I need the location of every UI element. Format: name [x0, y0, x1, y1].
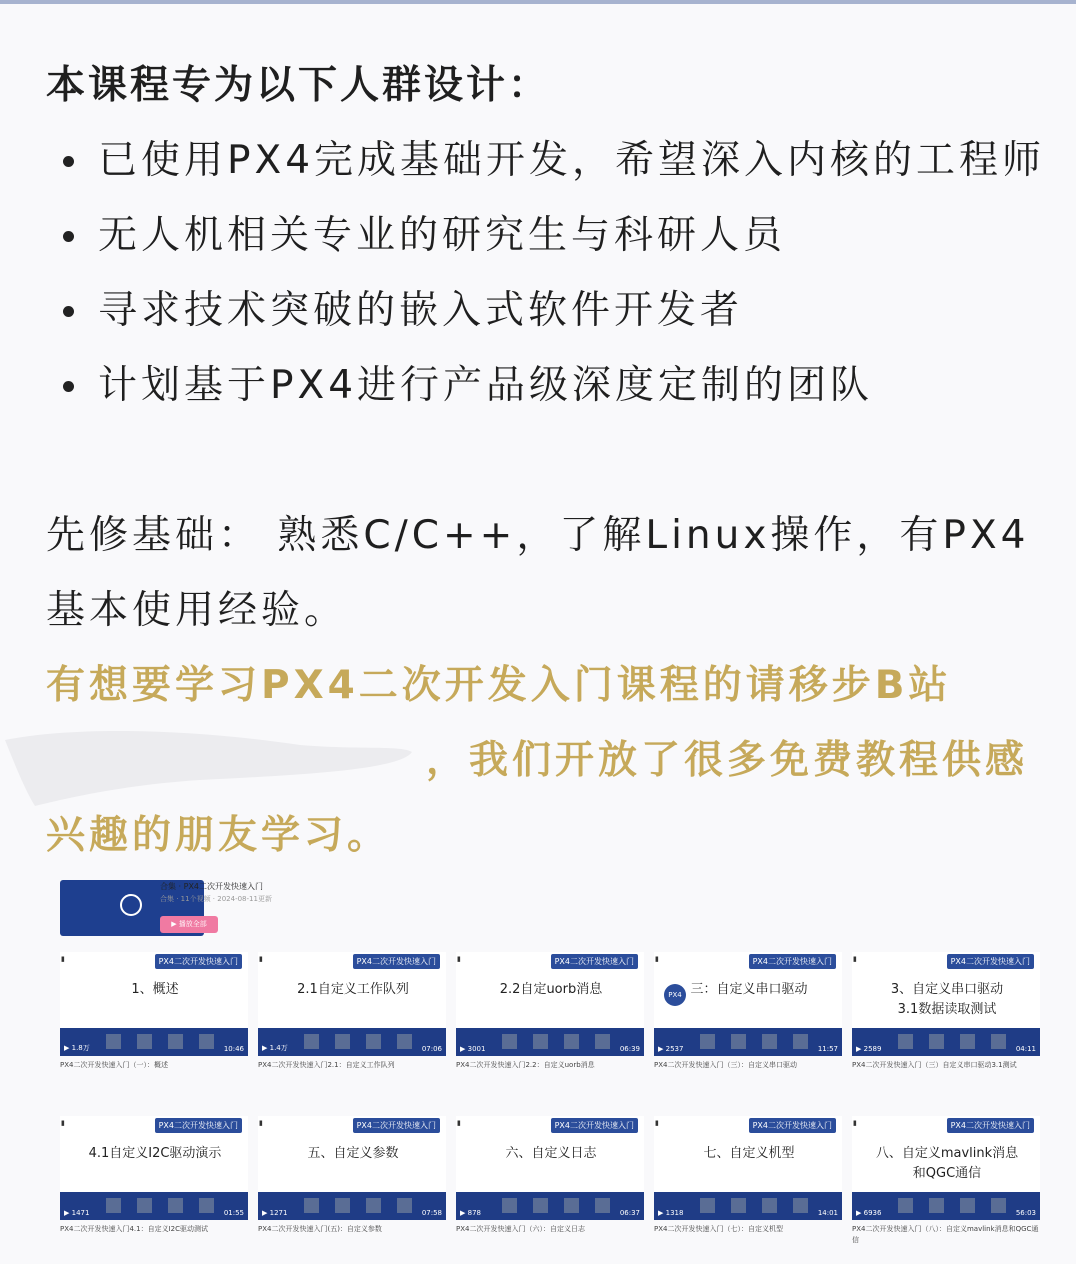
- qr-icon: [366, 1034, 381, 1049]
- video-card[interactable]: [852, 952, 1040, 1074]
- qr-icon: [731, 1034, 746, 1049]
- qr-icon: [564, 1198, 579, 1213]
- qr-icon: [595, 1034, 610, 1049]
- video-card[interactable]: [60, 952, 248, 1074]
- thumbnail-header: [258, 1116, 446, 1136]
- px4-logo-icon: PX4: [664, 984, 686, 1006]
- thumbnail-header: [456, 1116, 644, 1136]
- video-duration: 07:58: [421, 1209, 442, 1217]
- qr-icon: [762, 1034, 777, 1049]
- qr-icon: [793, 1034, 808, 1049]
- qr-icon: [397, 1198, 412, 1213]
- promo-line-3: 兴趣的朋友学习。: [46, 813, 391, 858]
- view-count-value: 1271: [269, 1209, 288, 1217]
- collection-meta: 合集 · 11个视频 · 2024-08-11更新: [160, 895, 272, 903]
- thumbnail-footer: [654, 1192, 842, 1220]
- qr-icon: [793, 1198, 808, 1213]
- video-thumbnail[interactable]: [60, 1116, 248, 1220]
- video-caption[interactable]: PX4二次开发快速入门2.1：自定义工作队列: [258, 1061, 395, 1069]
- brand-mark-icon: ▮: [853, 1119, 857, 1127]
- brand-mark-icon: ▮: [655, 955, 659, 963]
- qr-icon: [137, 1034, 152, 1049]
- video-thumbnail[interactable]: [456, 952, 644, 1056]
- qr-icon: [502, 1198, 517, 1213]
- qr-icon: [533, 1034, 548, 1049]
- video-card[interactable]: [654, 1116, 842, 1238]
- video-duration: 07:06: [421, 1045, 442, 1053]
- qr-chips: [898, 1198, 1022, 1217]
- series-tag: PX4二次开发快速入门: [947, 954, 1034, 969]
- video-caption[interactable]: PX4二次开发快速入门（八）：自定义mavlink消息和QGC通信: [852, 1225, 1039, 1244]
- qr-chips: [502, 1198, 626, 1217]
- video-duration: 06:39: [619, 1045, 640, 1053]
- view-count: ▶ 1471: [64, 1209, 90, 1217]
- qr-chips: [304, 1198, 428, 1217]
- qr-icon: [762, 1198, 777, 1213]
- qr-icon: [564, 1034, 579, 1049]
- video-collection-screenshot: [60, 880, 1050, 1264]
- thumbnail-header: [60, 952, 248, 972]
- thumbnail-header: [60, 1116, 248, 1136]
- view-count-value: 6936: [863, 1209, 882, 1217]
- video-duration: 56:03: [1015, 1209, 1036, 1217]
- video-caption[interactable]: PX4二次开发快速入门(五)：自定义参数: [258, 1225, 382, 1233]
- audience-list: [60, 123, 1050, 423]
- qr-icon: [397, 1034, 412, 1049]
- video-card[interactable]: [258, 952, 446, 1074]
- audience-item: 无人机相关专业的研究生与科研人员: [60, 198, 1050, 273]
- thumbnail-title: 3、自定义串口驱动 3.1数据读取测试: [890, 982, 1004, 1017]
- video-thumbnail[interactable]: [60, 952, 248, 1056]
- video-duration: 04:11: [1015, 1045, 1036, 1053]
- promo-line-1: 有想要学习PX4二次开发入门课程的请移步B站: [46, 663, 952, 708]
- thumbnail-header: [456, 952, 644, 972]
- view-count-value: 1318: [665, 1209, 684, 1217]
- qr-icon: [502, 1034, 517, 1049]
- view-count-value: 3001: [467, 1045, 486, 1053]
- video-card[interactable]: [456, 952, 644, 1074]
- qr-icon: [595, 1198, 610, 1213]
- video-card[interactable]: [852, 1116, 1040, 1244]
- qr-icon: [106, 1034, 121, 1049]
- view-count: ▶ 3001: [460, 1045, 486, 1053]
- video-thumbnail[interactable]: [258, 1116, 446, 1220]
- audience-item: 计划基于PX4进行产品级深度定制的团队: [60, 348, 1050, 423]
- qr-icon: [731, 1198, 746, 1213]
- thumbnail-header: [852, 1116, 1040, 1136]
- video-card[interactable]: [654, 952, 842, 1074]
- video-duration: 14:01: [817, 1209, 838, 1217]
- series-tag: PX4二次开发快速入门: [353, 954, 440, 969]
- thumbnail-title: 八、自定义mavlink消息 和QGC通信: [875, 1146, 1019, 1181]
- thumbnail-footer: [60, 1192, 248, 1220]
- qr-chips: [898, 1034, 1022, 1053]
- thumbnail-title: 三：自定义串口驱动: [690, 982, 808, 997]
- view-count: ▶ 2537: [658, 1045, 684, 1053]
- view-count: ▶ 6936: [856, 1209, 882, 1217]
- thumbnail-title: 六、自定义日志: [505, 1146, 597, 1161]
- brand-mark-icon: ▮: [853, 955, 857, 963]
- series-tag: PX4二次开发快速入门: [551, 1118, 638, 1133]
- video-card[interactable]: [258, 1116, 446, 1238]
- top-divider: [0, 0, 1076, 4]
- series-tag: PX4二次开发快速入门: [947, 1118, 1034, 1133]
- video-card[interactable]: [60, 1116, 248, 1238]
- thumbnail-header: [654, 1116, 842, 1136]
- qr-icon: [533, 1198, 548, 1213]
- thumbnail-footer: [258, 1192, 446, 1220]
- video-thumbnail[interactable]: [852, 1116, 1040, 1220]
- thumbnail-footer: [60, 1028, 248, 1056]
- promo-line-2: ，我们开放了很多免费教程供感: [426, 738, 1029, 783]
- view-count: ▶ 2589: [856, 1045, 882, 1053]
- qr-chips: [106, 1034, 230, 1053]
- collection-title: 合集 · PX4二次开发快速入门: [160, 882, 264, 891]
- qr-icon: [960, 1198, 975, 1213]
- brand-mark-icon: ▮: [457, 955, 461, 963]
- brand-mark-icon: ▮: [259, 955, 263, 963]
- qr-chips: [700, 1198, 824, 1217]
- video-duration: 10:46: [223, 1045, 244, 1053]
- thumbnail-title: 2.2自定uorb消息: [499, 982, 603, 997]
- thumbnail-footer: [456, 1028, 644, 1056]
- thumbnail-footer: [852, 1028, 1040, 1056]
- audience-heading: 本课程专为以下人群设计：: [46, 63, 551, 108]
- view-count: ▶ 878: [460, 1209, 481, 1217]
- qr-icon: [960, 1034, 975, 1049]
- video-caption[interactable]: PX4二次开发快速入门4.1：自定义I2C驱动测试: [60, 1225, 209, 1233]
- qr-icon: [898, 1198, 913, 1213]
- view-count-value: 878: [467, 1209, 481, 1217]
- series-tag: PX4二次开发快速入门: [749, 954, 836, 969]
- thumbnail-header: [852, 952, 1040, 972]
- qr-icon: [199, 1034, 214, 1049]
- view-count-value: 2537: [665, 1045, 684, 1053]
- video-duration: 01:55: [223, 1209, 244, 1217]
- audience-item: 寻求技术突破的嵌入式软件开发者: [60, 273, 1050, 348]
- view-count-value: 1471: [71, 1209, 90, 1217]
- thumbnail-title: 1、概述: [131, 982, 179, 997]
- view-count: ▶ 1271: [262, 1209, 288, 1217]
- redaction-smudge: [0, 720, 420, 810]
- qr-icon: [106, 1198, 121, 1213]
- qr-icon: [700, 1198, 715, 1213]
- qr-icon: [991, 1034, 1006, 1049]
- view-count: ▶ 1.4万: [262, 1044, 288, 1052]
- view-count-value: 1.8万: [71, 1044, 90, 1052]
- qr-icon: [929, 1034, 944, 1049]
- series-tag: PX4二次开发快速入门: [749, 1118, 836, 1133]
- qr-icon: [137, 1198, 152, 1213]
- qr-icon: [700, 1034, 715, 1049]
- qr-icon: [304, 1198, 319, 1213]
- play-all-button[interactable]: ▶ 播放全部: [160, 916, 218, 933]
- brand-mark-icon: ▮: [61, 955, 65, 963]
- brand-logo-icon: [120, 894, 142, 916]
- brand-mark-icon: ▮: [259, 1119, 263, 1127]
- view-count: ▶ 1318: [658, 1209, 684, 1217]
- qr-chips: [106, 1198, 230, 1217]
- qr-icon: [304, 1034, 319, 1049]
- thumbnail-footer: [654, 1028, 842, 1056]
- view-count: ▶ 1.8万: [64, 1044, 90, 1052]
- brand-mark-icon: ▮: [61, 1119, 65, 1127]
- brand-mark-icon: ▮: [655, 1119, 659, 1127]
- thumbnail-title: 4.1自定义I2C驱动演示: [88, 1146, 222, 1161]
- video-duration: 11:57: [817, 1045, 838, 1053]
- thumbnail-title: 七、自定义机型: [703, 1146, 795, 1161]
- qr-icon: [366, 1198, 381, 1213]
- qr-chips: [304, 1034, 428, 1053]
- video-caption[interactable]: PX4二次开发快速入门（三）：自定义串口驱动: [654, 1061, 797, 1069]
- collection-header[interactable]: [60, 880, 460, 940]
- series-tag: PX4二次开发快速入门: [155, 1118, 242, 1133]
- qr-icon: [335, 1034, 350, 1049]
- thumbnail-header: [654, 952, 842, 972]
- video-thumbnail[interactable]: [654, 952, 842, 1056]
- video-duration: 06:37: [619, 1209, 640, 1217]
- series-tag: PX4二次开发快速入门: [551, 954, 638, 969]
- qr-icon: [991, 1198, 1006, 1213]
- video-thumbnail[interactable]: [456, 1116, 644, 1220]
- thumbnail-header: [258, 952, 446, 972]
- qr-chips: [700, 1034, 824, 1053]
- video-caption[interactable]: PX4二次开发快速入门（一）：概述: [60, 1061, 168, 1069]
- video-caption[interactable]: PX4二次开发快速入门（三）自定义串口驱动3.1测试: [852, 1061, 1017, 1069]
- thumbnail-footer: [456, 1192, 644, 1220]
- qr-icon: [335, 1198, 350, 1213]
- video-thumbnail[interactable]: [852, 952, 1040, 1056]
- view-count-value: 1.4万: [269, 1044, 288, 1052]
- qr-icon: [898, 1034, 913, 1049]
- video-thumbnail[interactable]: [654, 1116, 842, 1220]
- qr-icon: [199, 1198, 214, 1213]
- video-thumbnail[interactable]: [258, 952, 446, 1056]
- video-caption[interactable]: PX4二次开发快速入门2.2：自定义uorb消息: [456, 1061, 595, 1069]
- brand-mark-icon: ▮: [457, 1119, 461, 1127]
- video-card[interactable]: [456, 1116, 644, 1238]
- qr-icon: [929, 1198, 944, 1213]
- thumbnail-title: 五、自定义参数: [307, 1146, 399, 1161]
- qr-icon: [168, 1034, 183, 1049]
- prerequisites-text: 先修基础： 熟悉C/C++，了解Linux操作，有PX4基本使用经验。: [46, 513, 1030, 633]
- thumbnail-title: 2.1自定义工作队列: [297, 982, 409, 997]
- qr-icon: [168, 1198, 183, 1213]
- view-count-value: 2589: [863, 1045, 882, 1053]
- series-tag: PX4二次开发快速入门: [155, 954, 242, 969]
- audience-item: 已使用PX4完成基础开发，希望深入内核的工程师: [60, 123, 1050, 198]
- video-caption[interactable]: PX4二次开发快速入门（六）：自定义日志: [456, 1225, 585, 1233]
- qr-chips: [502, 1034, 626, 1053]
- series-tag: PX4二次开发快速入门: [353, 1118, 440, 1133]
- thumbnail-footer: [852, 1192, 1040, 1220]
- thumbnail-footer: [258, 1028, 446, 1056]
- video-caption[interactable]: PX4二次开发快速入门（七）：自定义机型: [654, 1225, 783, 1233]
